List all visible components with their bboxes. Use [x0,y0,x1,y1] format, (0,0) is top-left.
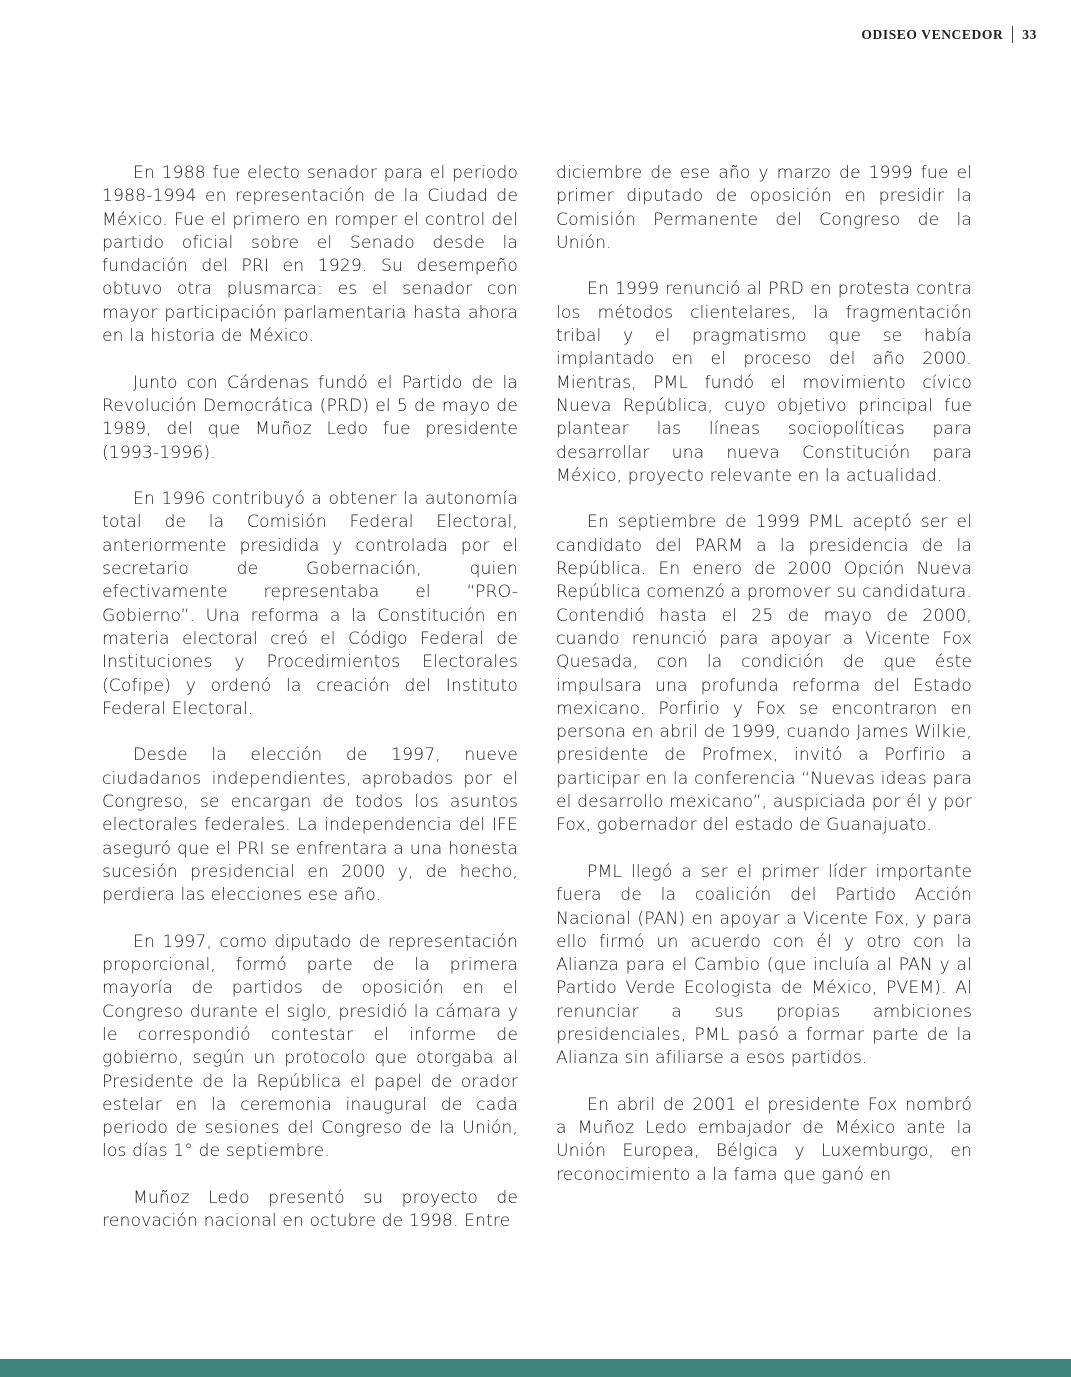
header-divider [1012,26,1013,43]
paragraph: Muñoz Ledo presentó su proyecto de renovación nacional en octubre de 1998. Entre [102,1188,518,1232]
running-head [861,26,1037,43]
left-column [102,162,518,1234]
paragraph: Junto con Cárdenas fundó el Partido de la Revolución Democrática (PRD) el 5 de mayo de 1989, del que Muñoz Ledo fue presidente (1993-1996). [102,372,518,463]
footer-band [0,1359,1071,1377]
paragraph: En abril de 2001 el presidente Fox nombró a Muñoz Ledo embajador de México ante la Unión Europea, Bélgica y Luxemburgo, en reconocimiento a la fama que ganó en [556,1094,972,1185]
paragraph: En 1996 contribuyó a obtener la autonomía total de la Comisión Federal Electoral, anteriormente presidida y controlada por el secretario de Gobernación, quien efectivamente representaba el “PRO-Gobierno”. Una reforma a la Constitución en materia electoral creó el Código Federal de Instituciones y Procedimientos Electorales (Cofipe) y ordenó la creación del Instituto Federal Electoral. [102,489,518,719]
paragraph: En 1988 fue electo senador para el periodo 1988-1994 en representación de la Ciudad de México. Fue el primero en romper el control del partido oficial sobre el Senado desde la fundación del PRI en 1929. Su desempeño obtuvo otra plusmarca: es el senador con mayor participación parlamentaria hasta ahora en la historia de México. [102,163,518,347]
paragraph-continuation: diciembre de ese año y marzo de 1999 fue el primer diputado de oposición en presidir la Comisión Permanente del Congreso de la Unión. [556,163,972,253]
right-column [556,162,972,1187]
paragraph: Desde la elección de 1997, nueve ciudadanos independientes, aprobados por el Congreso, se encargan de todos los asuntos electorales federales. La independencia del IFE aseguró que el PRI se enfrentara a una honesta sucesión presidencial en 2000 y, de hecho, perdiera las elecciones ese año. [102,745,518,906]
paragraph: En 1997, como diputado de representación proporcional, formó parte de la primera mayoría de partidos de oposición en el Congreso durante el siglo, presidió la cámara y le correspondió contestar el informe de gobierno, según un protocolo que otorgaba al Presidente de la República el papel de orador estelar en la ceremonia inaugural de cada periodo de sesiones del Congreso de la Unión, los días 1° de septiembre. [102,931,518,1162]
running-title: ODISEO VENCEDOR [861,26,1004,42]
paragraph: En septiembre de 1999 PML aceptó ser el candidato del PARM a la presidencia de la República. En enero de 2000 Opción Nueva República comenzó a promover su candidatura. Contendió hasta el 25 de mayo de 2000, cuando renunció para apoyar a Vicente Fox Quesada, con la condición de que éste impulsara una profunda reforma del Estado mexicano. Porfirio y Fox se encontraron en persona en abril de 1999, cuando James Wilkie, presidente de Profmex, invitó a Porfirio a participar en la conferencia “Nuevas ideas para el desarrollo mexicano”, auspiciada por él y por Fox, gobernador del estado de Guanajuato. [556,512,972,836]
paragraph: PML llegó a ser el primer líder importante fuera de la coalición del Partido Acción Nacional (PAN) en apoyar a Vicente Fox, y para ello firmó un acuerdo con él y otro con la Alianza para el Cambio (que incluía al PAN y al Partido Verde Ecologista de México, PVEM). Al renunciar a sus propias ambiciones presidenciales, PML pasó a formar parte de la Alianza sin afiliarse a esos partidos. [556,861,972,1069]
page-number: 33 [1022,26,1037,42]
paragraph: En 1999 renunció al PRD en protesta contra los métodos clientelares, la fragmentación tribal y el pragmatismo que se había implantado en el proceso del año 2000. Mientras, PML fundó el movimiento cívico Nueva República, cuyo objetivo principal fue plantear las líneas sociopolíticas para desarrollar una nueva Constitución para México, proyecto relevante en la actualidad. [556,279,972,486]
